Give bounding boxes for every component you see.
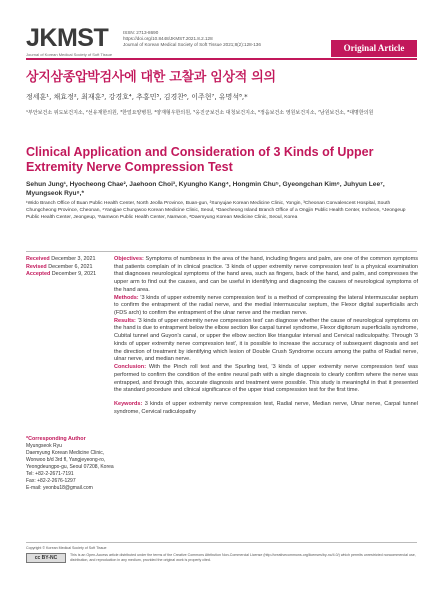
corresponding-name: Myungseok Ryu [26,443,62,449]
section-divider [26,251,417,252]
journal-meta [123,30,261,48]
abstract-methods: Methods: '3 kinds of upper extremity nerve compression test' is a method of compressing the lateral intermuscular septum to confirm the entrapment of the radial nerve, and the medial intermuscular septum, the Flexor digital superficialis arch (FDS arch) to confirm the entrapment of the ulnar nerve and the median nerve. [114,294,418,317]
abstract [114,256,418,416]
abstract-results: Results: '3 kinds of upper extremity nerve compression test' can diagnose whether the cause of neurological symptoms on the hand is due to entrapment below the elbow section like carpal tunnel syndrome, Flexor digitorum superficialis syndrome, Cubital tunnel and Guyon's canal, or upper the elbow section like triangular interval and Cervical radiculopathy. Through '3 kinds of upper extremity nerve compression test', it is possible to increase the accuracy of subsequent diagnosis and set the direction of treatment by identifying which lesion of Double Crush Syndrome occurs among the paths of Radial nerve, ulnar nerve, and median nerve. [114,317,419,363]
article-type-badge: Original Article [331,40,417,57]
corresponding-author [26,436,116,492]
revised-date: Revised December 6, 2021 [26,263,93,270]
english-title: Clinical Application and Consideration of 3 Kinds of Upper Extremity Nerve Compression Test [26,145,374,174]
corresponding-address-3: Yeongdeungpo-gu, Seoul 07208, Korea [26,464,114,470]
footer-divider [26,542,417,543]
copyright-notice: Copyright © Korean Medical Society of Soft Tissue [26,546,107,550]
korean-title: 상지삼종압박검사에 대한 고찰과 임상적 의의 [26,70,276,85]
doi-link[interactable]: https://doi.org/10.8448/JKMST.2021.8.2.128 [123,36,213,41]
corresponding-tel: Tel: +82-2-2671-7191 [26,471,74,477]
english-affiliations: ¹Wido Branch Office of Buan Public Health Center, North Jeolla Province, Buan-gun, ²Sunyujae Korean Medicine Clinic, Yongin, ³Cheonan Convalescent Hospital, South Chungcheong Province, Cheonan, ⁴Yangjae Chungwoo Korean Medicine Clinic, Seoul, ⁵Daecheong Island Branch Office of a Ongjin Public Health Center, Incheon, ⁶Jeongeup Public Health Center, Jeongeup, ⁷Namwon Public Health Center, Namwon, ⁸Daemyung Korean Medicine Clinic, Seoul, Korea [26,201,406,220]
received-date: Received December 3, 2021 [26,256,96,262]
corresponding-email[interactable]: E-mail: yeonbu18@gmail.com [26,485,93,491]
abstract-objectives: Objectives: Symptoms of numbness in the area of the hand, including fingers and palm, are one of the common symptoms that patients complain of in clinical practice. '3 kinds of upper extremity nerve compression test' is a physical examination that diagnoses neurological symptoms of the hand area, such as fingers, back of the hand, and palm, and compresses the upper arm to find out the causes, and can be useful in identifying and diagnosing the causes of neurological symptoms of the hand area. [114,256,418,293]
journal-logo: JKMST [26,24,109,52]
license-text: This is an Open-Access article distributed under the terms of the Creative Commons Attribution Non-Commercial License (http://creativecommons.org/licenses/by-nc/4.0/) which permits unrestricted noncommercial use, distribution, and reproduction in any medium, provided the original work is properly cited. [70,553,416,562]
corresponding-fax: Fax: +82-2-2676-1297 [26,478,76,484]
citation-line: Journal of Korean Medical Society of Soft Tissue 2021;8(2):128-136 [123,42,261,47]
corresponding-author-heading: *Corresponding Author [26,436,86,442]
korean-authors: 정세훈¹, 채효정², 최재훈³, 강경호⁴, 추홍민⁵, 김경찬⁶, 이주현⁷, 유명석⁸,* [26,93,248,101]
header-divider [26,58,417,60]
korean-affiliations: ¹부안보건소 위도보건지소, ²선유재한의원, ³한얼요양병원, ⁴양재형우한의원, ⁵옹진군보건소 대청보건지소, ⁶정읍보건소 영원보건지소, ⁷남원보건소, ⁸대명한의원 [26,110,374,116]
cc-license-icon: cc BY-NC [26,553,66,563]
keywords: Keywords: 3 kinds of upper extremity nerve compression test, Radial nerve, Median nerve, Ulnar nerve, Carpal tunnel syndrome, Cervical radiculopathy [114,400,419,415]
abstract-conclusion: Conclusion: With the Pinch roll test and the Spurling test, '3 kinds of upper extremity nerve compression test' was performed to confirm the condition of the entire neural path with a single diagnosis to clearly confirm where the nerve was entrapped, and through this, accurate diagnosis and treatment were possible. This study is meaningful in that it presented the standard procedure and clinical significance of the upper triad compression test for the first time. [114,364,419,394]
corresponding-address-2: Wonwoo b/d 3rd fl, Yangjeyeong-ro, [26,457,106,463]
issn-line: ISSN: 2713-8690 [123,30,159,35]
english-authors: Sehun Jung¹, Hyocheong Chae², Jaehoon Choi³, Kyungho Kang⁴, Hongmin Chu⁵, Gyeongchan Kim⁶, Juhyun Lee⁷, Myungseok Ryu⁸,* [26,181,385,197]
journal-logo-subtitle: Journal of Korean Medical Society of Soft Tissue [26,52,113,57]
article-dates [26,256,111,279]
corresponding-address-1: Daemyung Korean Medicine Clinic, [26,450,105,456]
accepted-date: Accepted December 9, 2021 [26,271,97,278]
